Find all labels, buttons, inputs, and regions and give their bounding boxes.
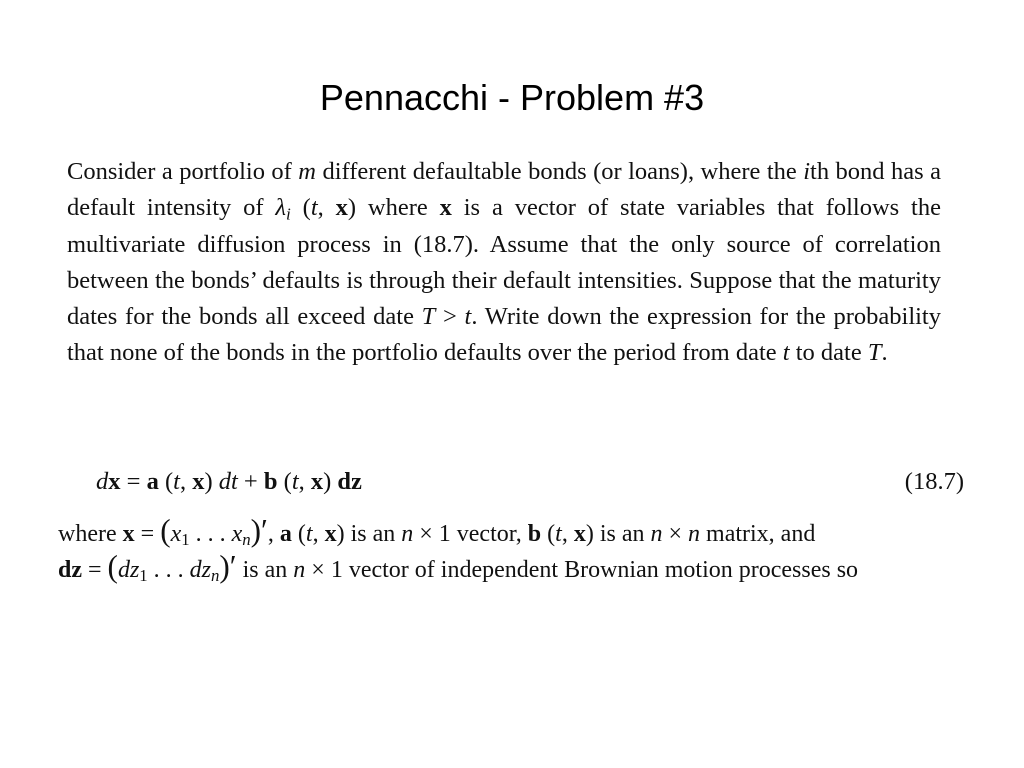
equation-number: (18.7)	[904, 468, 964, 495]
slide-title: Pennacchi - Problem #3	[319, 77, 705, 118]
definition-line-2: dz = ($dz_1$ . . . $dz_n)'$ is an n × 1 vector of independent Brownian motion processes so	[58, 549, 859, 586]
variable-definitions	[58, 513, 964, 588]
definition-line-1: where $x = (x_1$ . . . $x_n)'$, a (t, x) is an n × 1 vector, b (t, x) is an n × n matrix, and	[58, 513, 816, 550]
diffusion-equation	[96, 462, 964, 502]
problem-statement: Consider a portfolio of m different defaultable bonds (or loans), where the ith bond has a default intensity of $\lambda_i$ (t, x) where x is a vector of state variables that follows the multivariate diffusion process in (18.7). Assume that the only source of correlation between the bonds’ defaults is through their default intensities. Suppose that the maturity dates for the bonds all exceed date T > t. Write down the expression for the probability that none of the bonds in the portfolio defaults over the period from date t to date T.	[67, 158, 941, 367]
equation-body: dx = a (t, x) dt + b (t, x) dz	[96, 468, 362, 495]
